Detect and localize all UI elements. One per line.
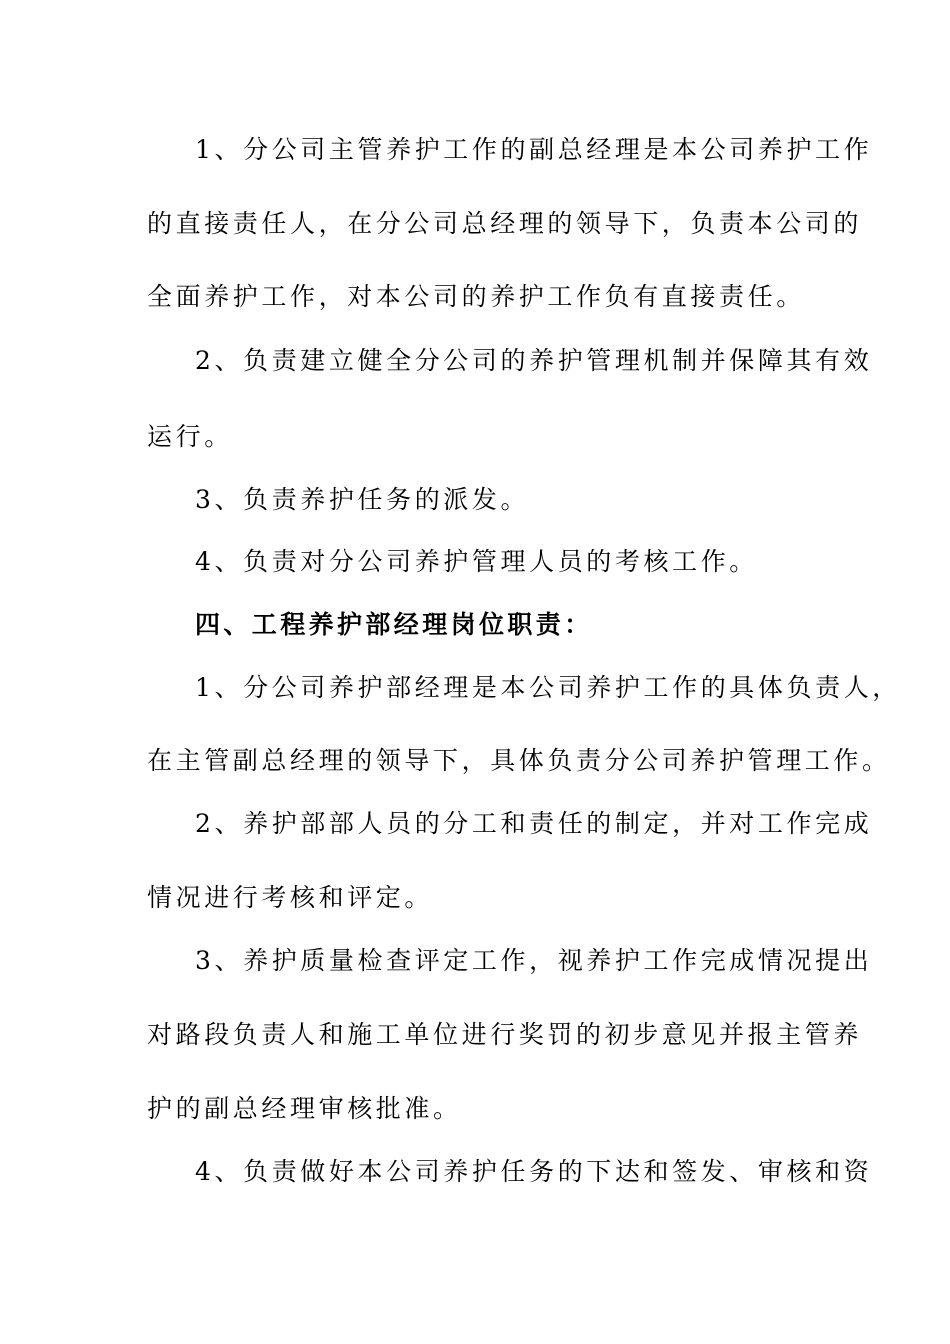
paragraph-line: 护的副总经理审核批准。 bbox=[147, 1094, 462, 1123]
paragraph-line: 对路段负责人和施工单位进行奖罚的初步意见并报主管养 bbox=[147, 1020, 863, 1049]
paragraph-line: 3、养护质量检查评定工作，视养护工作完成情况提出 bbox=[195, 946, 873, 975]
paragraph-line: 1、分公司养护部经理是本公司养护工作的具体负责人， bbox=[195, 673, 901, 702]
paragraph-line: 2、负责建立健全分公司的养护管理机制并保障其有效 bbox=[195, 346, 873, 375]
paragraph-line: 全面养护工作，对本公司的养护工作负有直接责任。 bbox=[147, 282, 805, 311]
paragraph-line: 1、分公司主管养护工作的副总经理是本公司养护工作 bbox=[195, 135, 873, 164]
paragraph-line: 在主管副总经理的领导下，具体负责分公司养护管理工作。 bbox=[147, 746, 891, 775]
paragraph-line: 的直接责任人，在分公司总经理的领导下，负责本公司的 bbox=[147, 209, 863, 238]
paragraph-line: 情况进行考核和评定。 bbox=[147, 883, 434, 912]
section-heading: 四、工程养护部经理岗位职责： bbox=[195, 610, 593, 639]
paragraph-line: 4、负责做好本公司养护任务的下达和签发、审核和资 bbox=[195, 1157, 873, 1186]
paragraph-line: 2、养护部部人员的分工和责任的制定，并对工作完成 bbox=[195, 809, 873, 838]
paragraph-line: 运行。 bbox=[147, 422, 233, 451]
paragraph-line: 3、负责养护任务的派发。 bbox=[195, 485, 530, 514]
paragraph-line: 4、负责对分公司养护管理人员的考核工作。 bbox=[195, 547, 758, 576]
